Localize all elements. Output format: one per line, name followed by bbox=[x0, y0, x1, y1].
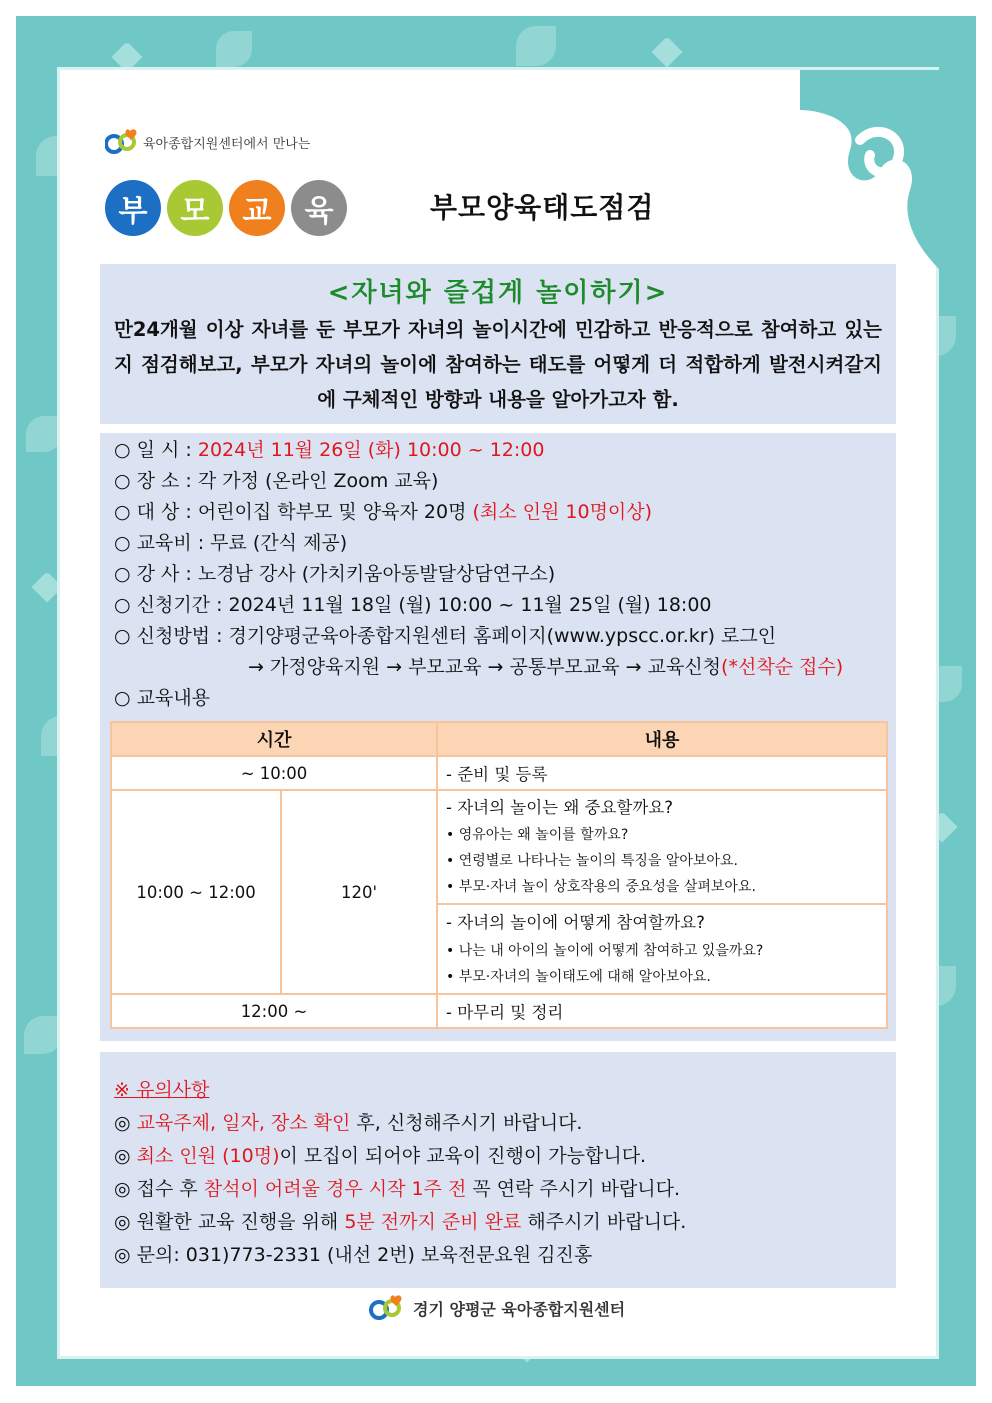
intro-title: <자녀와 즐겁게 놀이하기> bbox=[327, 278, 669, 308]
notice-line-1: ◎ 교육주제, 일자, 장소 확인 후, 신청해주시기 바랍니다. bbox=[114, 1112, 583, 1134]
footer-org bbox=[367, 1293, 625, 1323]
table-row bbox=[111, 790, 887, 904]
row3-time: 12:00 ~ bbox=[111, 994, 437, 1028]
program-badge bbox=[105, 180, 347, 236]
info-box bbox=[100, 433, 896, 1041]
header-content: 내용 bbox=[437, 722, 887, 756]
info-method: ○ 신청방법 : 경기양평군육아종합지원센터 홈페이지(www.ypscc.or.kr) 로그인 bbox=[114, 625, 777, 647]
row2-time: 10:00 ~ 12:00 bbox=[111, 790, 281, 994]
notice-line-2: ◎ 최소 인원 (10명)이 모집이 되어야 교육이 진행이 가능합니다. bbox=[114, 1145, 647, 1167]
table-header-row bbox=[111, 722, 887, 756]
page-title: 부모양육태도점검 bbox=[430, 191, 655, 224]
info-content-label: ○ 교육내용 bbox=[114, 687, 211, 709]
row2-duration: 120' bbox=[281, 790, 437, 994]
badge-char-3: 교 bbox=[229, 180, 285, 236]
header-time: 시간 bbox=[111, 722, 437, 756]
badge-char-2: 모 bbox=[167, 180, 223, 236]
table-row bbox=[111, 756, 887, 790]
schedule-table bbox=[110, 721, 888, 1029]
center-logo-icon bbox=[105, 127, 139, 157]
info-target: ○ 대 상 : 어린이집 학부모 및 양육자 20명 (최소 인원 10명이상) bbox=[114, 501, 653, 523]
row1-content: - 준비 및 등록 bbox=[437, 756, 887, 790]
footer-org-name: 경기 양평군 육아종합지원센터 bbox=[413, 1299, 626, 1319]
notice-box bbox=[100, 1052, 896, 1288]
row2-block2: - 자녀의 놀이에 어떻게 참여할까요? • 나는 내 아이의 놀이에 어떻게 참여하고 있을까요? • 부모·자녀의 놀이태도에 대해 알아보아요. bbox=[437, 904, 887, 994]
notice-line-5: ◎ 문의: 031)773-2331 (내선 2번) 보육전문요원 김진홍 bbox=[114, 1244, 593, 1266]
info-path: → 가정양육지원 → 부모교육 → 공통부모교육 → 교육신청(*선착순 접수) bbox=[248, 656, 844, 678]
swirl-ornament bbox=[800, 70, 940, 270]
row1-time: ~ 10:00 bbox=[111, 756, 437, 790]
center-logo-icon bbox=[367, 1293, 407, 1323]
info-place: ○ 장 소 : 각 가정 (온라인 Zoom 교육) bbox=[114, 470, 439, 492]
notice-title: ※ 유의사항 bbox=[114, 1079, 210, 1101]
badge-char-4: 육 bbox=[291, 180, 347, 236]
table-row bbox=[111, 994, 887, 1028]
center-logo bbox=[105, 127, 310, 157]
notice-line-4: ◎ 원활한 교육 진행을 위해 5분 전까지 준비 완료 해주시기 바랍니다. bbox=[114, 1211, 687, 1233]
row2-block1: - 자녀의 놀이는 왜 중요할까요? • 영유아는 왜 놀이를 할까요? • 연령별로 나타나는 놀이의 특징을 알아보아요. • 부모·자녀 놀이 상호작용의 중요성을 살펴보아요. bbox=[437, 790, 887, 904]
logo-subtitle: 육아종합지원센터에서 만나는 bbox=[143, 136, 311, 152]
info-period: ○ 신청기간 : 2024년 11월 18일 (월) 10:00 ~ 11월 25일 (월) 18:00 bbox=[114, 594, 712, 616]
badge-char-1: 부 bbox=[105, 180, 161, 236]
intro-body: 만24개월 이상 자녀를 둔 부모가 자녀의 놀이시간에 민감하고 반응적으로 참여하고 있는지 점검해보고, 부모가 자녀의 놀이에 참여하는 태도를 어떻게 더 적합하게 발전시켜갈지에 구체적인 방향과 내용을 알아가고자 함. bbox=[114, 318, 882, 411]
info-fee: ○ 교육비 : 무료 (간식 제공) bbox=[114, 532, 348, 554]
info-date: ○ 일 시 : 2024년 11월 26일 (화) 10:00 ~ 12:00 bbox=[114, 439, 545, 461]
intro-box bbox=[100, 264, 896, 424]
notice-line-3: ◎ 접수 후 참석이 어려울 경우 시작 1주 전 꼭 연락 주시기 바랍니다. bbox=[114, 1178, 681, 1200]
info-lecturer: ○ 강 사 : 노경남 강사 (가치키움아동발달상담연구소) bbox=[114, 563, 556, 585]
row3-content: - 마무리 및 정리 bbox=[437, 994, 887, 1028]
